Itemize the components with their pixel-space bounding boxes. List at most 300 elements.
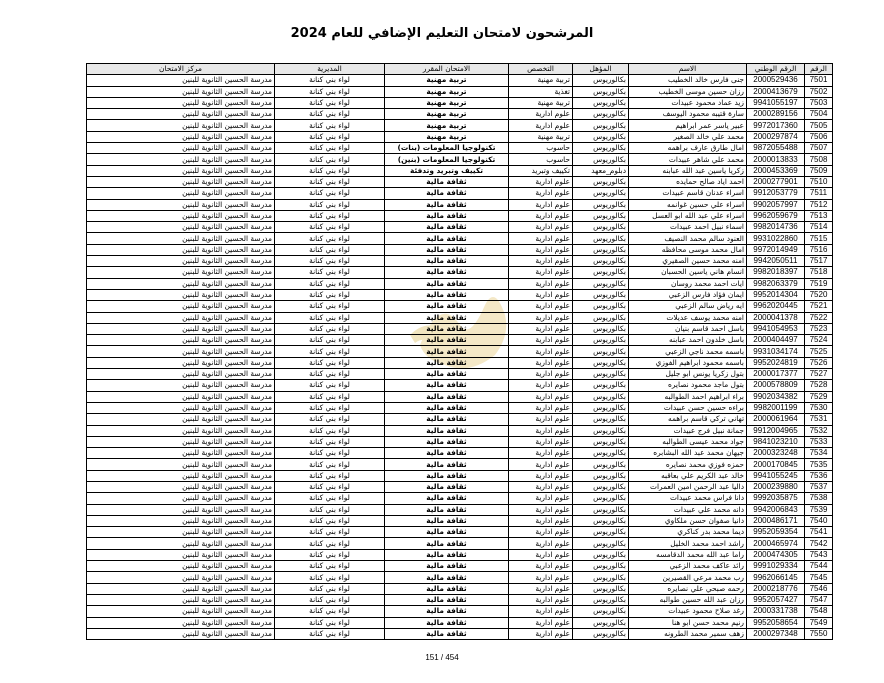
exam-center-cell: مدرسة الحسين الثانوية للبنين [87, 561, 275, 572]
specialization-cell: علوم ادارية [509, 380, 573, 391]
exam-center-cell: مدرسة الحسين الثانوية للبنين [87, 515, 275, 526]
national-id-cell: 9952024819 [747, 357, 805, 368]
directorate-cell: لواء بني كنانة [275, 402, 385, 413]
exam-cell: تكييف وتبريد وتدفئة [385, 165, 509, 176]
specialization-cell: علوم ادارية [509, 515, 573, 526]
table-row [87, 594, 833, 605]
serial-cell: 7534 [805, 448, 833, 459]
serial-cell: 7527 [805, 369, 833, 380]
specialization-cell: علوم ادارية [509, 323, 573, 334]
serial-cell: 7550 [805, 628, 833, 639]
exam-cell: ثقافة مالية [385, 549, 509, 560]
national-id-cell: 2000323248 [747, 448, 805, 459]
candidates-table [86, 63, 833, 640]
specialization-cell: علوم ادارية [509, 120, 573, 131]
exam-cell: ثقافة مالية [385, 481, 509, 492]
national-id-cell: 9942006843 [747, 504, 805, 515]
qualification-cell: بكالوريوس [573, 436, 629, 447]
directorate-cell: لواء بني كنانة [275, 594, 385, 605]
directorate-cell: لواء بني كنانة [275, 188, 385, 199]
exam-cell: ثقافة مالية [385, 222, 509, 233]
serial-cell: 7549 [805, 617, 833, 628]
directorate-cell: لواء بني كنانة [275, 335, 385, 346]
table-row [87, 628, 833, 639]
exam-cell: ثقافة مالية [385, 369, 509, 380]
qualification-cell: بكالوريوس [573, 606, 629, 617]
table-row [87, 357, 833, 368]
exam-center-cell: مدرسة الحسين الثانوية للبنين [87, 369, 275, 380]
serial-cell: 7526 [805, 357, 833, 368]
specialization-cell: علوم ادارية [509, 448, 573, 459]
table-row [87, 256, 833, 267]
exam-cell: ثقافة مالية [385, 301, 509, 312]
name-cell: سارة قتيبه محمود اليوسف [629, 109, 747, 120]
specialization-cell: تغذية [509, 86, 573, 97]
serial-cell: 7519 [805, 278, 833, 289]
specialization-cell: علوم ادارية [509, 561, 573, 572]
directorate-cell: لواء بني كنانة [275, 606, 385, 617]
specialization-cell: علوم ادارية [509, 301, 573, 312]
serial-cell: 7506 [805, 131, 833, 142]
exam-center-cell: مدرسة الحسين الثانوية للبنين [87, 267, 275, 278]
exam-center-cell: مدرسة الحسين الثانوية للبنين [87, 120, 275, 131]
name-cell: امنه محمد يوسف عديلات [629, 312, 747, 323]
serial-cell: 7504 [805, 109, 833, 120]
directorate-cell: لواء بني كنانة [275, 131, 385, 142]
name-cell: باسمه محمد ناجي الزعبي [629, 346, 747, 357]
specialization-cell: علوم ادارية [509, 402, 573, 413]
table-row [87, 481, 833, 492]
national-id-cell: 2000404497 [747, 335, 805, 346]
specialization-cell: علوم ادارية [509, 233, 573, 244]
exam-center-cell: مدرسة الحسين الثانوية للبنين [87, 481, 275, 492]
qualification-cell: بكالوريوس [573, 391, 629, 402]
national-id-cell: 2000013833 [747, 154, 805, 165]
name-cell: امال محمد موسى محافظه [629, 244, 747, 255]
exam-center-cell: مدرسة الحسين الثانوية للبنين [87, 75, 275, 86]
qualification-cell: بكالوريوس [573, 256, 629, 267]
qualification-cell: بكالوريوس [573, 357, 629, 368]
serial-cell: 7545 [805, 572, 833, 583]
table-row [87, 120, 833, 131]
name-cell: براء ابراهيم احمد الطوالبه [629, 391, 747, 402]
directorate-cell: لواء بني كنانة [275, 210, 385, 221]
table-row [87, 97, 833, 108]
table-row [87, 515, 833, 526]
directorate-cell: لواء بني كنانة [275, 199, 385, 210]
exam-cell: ثقافة مالية [385, 538, 509, 549]
name-cell: انسام هاني ياسين الحسبان [629, 267, 747, 278]
serial-cell: 7503 [805, 97, 833, 108]
header-cell: الرقم الوطني [747, 64, 805, 75]
directorate-cell: لواء بني كنانة [275, 617, 385, 628]
directorate-cell: لواء بني كنانة [275, 289, 385, 300]
national-id-cell: 9841023210 [747, 436, 805, 447]
header-cell: الامتحان المقرر [385, 64, 509, 75]
table-row [87, 561, 833, 572]
exam-cell: ثقافة مالية [385, 267, 509, 278]
serial-cell: 7543 [805, 549, 833, 560]
directorate-cell: لواء بني كنانة [275, 267, 385, 278]
specialization-cell: علوم ادارية [509, 594, 573, 605]
qualification-cell: بكالوريوس [573, 380, 629, 391]
national-id-cell: 9912053779 [747, 188, 805, 199]
national-id-cell: 9952059354 [747, 527, 805, 538]
specialization-cell: تربية مهنية [509, 75, 573, 86]
directorate-cell: لواء بني كنانة [275, 75, 385, 86]
name-cell: محمد علي شاهر عبيدات [629, 154, 747, 165]
specialization-cell: علوم ادارية [509, 188, 573, 199]
specialization-cell: علوم ادارية [509, 583, 573, 594]
specialization-cell: علوم ادارية [509, 538, 573, 549]
table-row [87, 504, 833, 515]
directorate-cell: لواء بني كنانة [275, 628, 385, 639]
name-cell: رنيم محمد حسن ابو هنا [629, 617, 747, 628]
specialization-cell: علوم ادارية [509, 176, 573, 187]
table-row [87, 222, 833, 233]
specialization-cell: علوم ادارية [509, 459, 573, 470]
name-cell: راما عبد الله محمد الدقامسه [629, 549, 747, 560]
exam-center-cell: مدرسة الحسين الثانوية للبنين [87, 594, 275, 605]
table-row [87, 380, 833, 391]
exam-cell: تربية مهنية [385, 97, 509, 108]
exam-center-cell: مدرسة الحسين الثانوية للبنين [87, 391, 275, 402]
exam-center-cell: مدرسة الحسين الثانوية للبنين [87, 289, 275, 300]
specialization-cell: علوم ادارية [509, 369, 573, 380]
exam-center-cell: مدرسة الحسين الثانوية للبنين [87, 436, 275, 447]
specialization-cell: علوم ادارية [509, 346, 573, 357]
national-id-cell: 2000529436 [747, 75, 805, 86]
directorate-cell: لواء بني كنانة [275, 154, 385, 165]
serial-cell: 7521 [805, 301, 833, 312]
national-id-cell: 9972017360 [747, 120, 805, 131]
specialization-cell: علوم ادارية [509, 199, 573, 210]
qualification-cell: بكالوريوس [573, 244, 629, 255]
exam-cell: تربية مهنية [385, 86, 509, 97]
table-header-row [87, 64, 833, 75]
specialization-cell: تربية مهنية [509, 97, 573, 108]
directorate-cell: لواء بني كنانة [275, 425, 385, 436]
exam-cell: ثقافة مالية [385, 594, 509, 605]
qualification-cell: بكالوريوس [573, 617, 629, 628]
national-id-cell: 9912004965 [747, 425, 805, 436]
name-cell: دانا فراس محمد عبيدات [629, 493, 747, 504]
exam-center-cell: مدرسة الحسين الثانوية للبنين [87, 301, 275, 312]
national-id-cell: 9982018397 [747, 267, 805, 278]
national-id-cell: 2000061964 [747, 414, 805, 425]
national-id-cell: 9952058654 [747, 617, 805, 628]
national-id-cell: 2000017377 [747, 369, 805, 380]
exam-center-cell: مدرسة الحسين الثانوية للبنين [87, 617, 275, 628]
directorate-cell: لواء بني كنانة [275, 86, 385, 97]
qualification-cell: بكالوريوس [573, 289, 629, 300]
exam-center-cell: مدرسة الحسين الثانوية للبنين [87, 459, 275, 470]
header-cell: التخصص [509, 64, 573, 75]
table-row [87, 527, 833, 538]
directorate-cell: لواء بني كنانة [275, 380, 385, 391]
exam-cell: ثقافة مالية [385, 459, 509, 470]
table-row [87, 448, 833, 459]
exam-cell: ثقافة مالية [385, 425, 509, 436]
exam-cell: ثقافة مالية [385, 210, 509, 221]
table-row [87, 470, 833, 481]
table-row [87, 312, 833, 323]
serial-cell: 7510 [805, 176, 833, 187]
national-id-cell: 9952057427 [747, 594, 805, 605]
exam-center-cell: مدرسة الحسين الثانوية للبنين [87, 97, 275, 108]
exam-center-cell: مدرسة الحسين الثانوية للبنين [87, 188, 275, 199]
serial-cell: 7522 [805, 312, 833, 323]
qualification-cell: بكالوريوس [573, 527, 629, 538]
name-cell: خالد عبد الكريم علي بعاقبه [629, 470, 747, 481]
serial-cell: 7547 [805, 594, 833, 605]
table-row [87, 131, 833, 142]
national-id-cell: 2000413679 [747, 86, 805, 97]
specialization-cell: علوم ادارية [509, 391, 573, 402]
exam-cell: ثقافة مالية [385, 256, 509, 267]
name-cell: حمزه فوزي محمد نصايره [629, 459, 747, 470]
table-row [87, 402, 833, 413]
exam-cell: تربية مهنية [385, 120, 509, 131]
qualification-cell: بكالوريوس [573, 504, 629, 515]
directorate-cell: لواء بني كنانة [275, 97, 385, 108]
name-cell: زكريا ياسين عبد الله عبابنه [629, 165, 747, 176]
exam-cell: ثقافة مالية [385, 199, 509, 210]
table-row [87, 154, 833, 165]
name-cell: داليا عبد الرحمن امين العمرات [629, 481, 747, 492]
exam-cell: ثقافة مالية [385, 176, 509, 187]
table-row [87, 210, 833, 221]
header-cell: الاسم [629, 64, 747, 75]
qualification-cell: دبلوم_معهد [573, 165, 629, 176]
specialization-cell: علوم ادارية [509, 267, 573, 278]
table-row [87, 538, 833, 549]
name-cell: بتول زكريا يونس ابو جليل [629, 369, 747, 380]
table-row [87, 572, 833, 583]
directorate-cell: لواء بني كنانة [275, 538, 385, 549]
qualification-cell: بكالوريوس [573, 515, 629, 526]
qualification-cell: بكالوريوس [573, 131, 629, 142]
exam-center-cell: مدرسة الحسين الثانوية للبنين [87, 346, 275, 357]
name-cell: بتول ماجد محمود نصايره [629, 380, 747, 391]
national-id-cell: 2000239880 [747, 481, 805, 492]
table-row [87, 289, 833, 300]
directorate-cell: لواء بني كنانة [275, 323, 385, 334]
exam-cell: ثقافة مالية [385, 188, 509, 199]
national-id-cell: 9952014304 [747, 289, 805, 300]
serial-cell: 7544 [805, 561, 833, 572]
qualification-cell: بكالوريوس [573, 154, 629, 165]
name-cell: العنود سالم محمد النصيف [629, 233, 747, 244]
qualification-cell: بكالوريوس [573, 199, 629, 210]
name-cell: جمانة نبيل فرج عبيدات [629, 425, 747, 436]
directorate-cell: لواء بني كنانة [275, 301, 385, 312]
qualification-cell: بكالوريوس [573, 572, 629, 583]
exam-center-cell: مدرسة الحسين الثانوية للبنين [87, 176, 275, 187]
exam-cell: ثقافة مالية [385, 380, 509, 391]
directorate-cell: لواء بني كنانة [275, 493, 385, 504]
national-id-cell: 2000453369 [747, 165, 805, 176]
table-row [87, 278, 833, 289]
exam-center-cell: مدرسة الحسين الثانوية للبنين [87, 504, 275, 515]
exam-cell: ثقافة مالية [385, 572, 509, 583]
exam-center-cell: مدرسة الحسين الثانوية للبنين [87, 583, 275, 594]
directorate-cell: لواء بني كنانة [275, 244, 385, 255]
table-row [87, 323, 833, 334]
exam-center-cell: مدرسة الحسين الثانوية للبنين [87, 86, 275, 97]
name-cell: رزان حسين موسى الخطيب [629, 86, 747, 97]
qualification-cell: بكالوريوس [573, 143, 629, 154]
national-id-cell: 2000277901 [747, 176, 805, 187]
exam-cell: ثقافة مالية [385, 448, 509, 459]
name-cell: دانه محمد علي عبيدات [629, 504, 747, 515]
national-id-cell: 9941054953 [747, 323, 805, 334]
directorate-cell: لواء بني كنانة [275, 357, 385, 368]
national-id-cell: 9931022860 [747, 233, 805, 244]
exam-center-cell: مدرسة الحسين الثانوية للبنين [87, 493, 275, 504]
serial-cell: 7535 [805, 459, 833, 470]
directorate-cell: لواء بني كنانة [275, 583, 385, 594]
specialization-cell: علوم ادارية [509, 210, 573, 221]
specialization-cell: علوم ادارية [509, 436, 573, 447]
exam-center-cell: مدرسة الحسين الثانوية للبنين [87, 402, 275, 413]
table-row [87, 583, 833, 594]
qualification-cell: بكالوريوس [573, 448, 629, 459]
exam-center-cell: مدرسة الحسين الثانوية للبنين [87, 256, 275, 267]
directorate-cell: لواء بني كنانة [275, 561, 385, 572]
serial-cell: 7516 [805, 244, 833, 255]
serial-cell: 7525 [805, 346, 833, 357]
national-id-cell: 9982014736 [747, 222, 805, 233]
directorate-cell: لواء بني كنانة [275, 120, 385, 131]
exam-cell: ثقافة مالية [385, 346, 509, 357]
national-id-cell: 9962066145 [747, 572, 805, 583]
table-row [87, 335, 833, 346]
table-row [87, 301, 833, 312]
table-row [87, 346, 833, 357]
qualification-cell: بكالوريوس [573, 233, 629, 244]
national-id-cell: 2000578809 [747, 380, 805, 391]
serial-cell: 7539 [805, 504, 833, 515]
serial-cell: 7508 [805, 154, 833, 165]
national-id-cell: 2000331738 [747, 606, 805, 617]
exam-cell: تربية مهنية [385, 109, 509, 120]
name-cell: ديما محمد بدر كناكري [629, 527, 747, 538]
name-cell: جيهان محمد عبد الله البشابره [629, 448, 747, 459]
table-row [87, 199, 833, 210]
directorate-cell: لواء بني كنانة [275, 165, 385, 176]
qualification-cell: بكالوريوس [573, 414, 629, 425]
qualification-cell: بكالوريوس [573, 210, 629, 221]
table-row [87, 165, 833, 176]
national-id-cell: 2000297348 [747, 628, 805, 639]
specialization-cell: علوم ادارية [509, 527, 573, 538]
name-cell: زيد عماد محمود عبيدات [629, 97, 747, 108]
exam-center-cell: مدرسة الحسين الثانوية للبنين [87, 606, 275, 617]
directorate-cell: لواء بني كنانة [275, 436, 385, 447]
serial-cell: 7548 [805, 606, 833, 617]
page-indicator: 151 / 454 [425, 653, 459, 662]
exam-center-cell: مدرسة الحسين الثانوية للبنين [87, 572, 275, 583]
exam-center-cell: مدرسة الحسين الثانوية للبنين [87, 527, 275, 538]
page-title: المرشحون لامتحان التعليم الإضافي للعام 2024 [290, 26, 594, 41]
table-row [87, 425, 833, 436]
exam-cell: ثقافة مالية [385, 436, 509, 447]
specialization-cell: علوم ادارية [509, 312, 573, 323]
serial-cell: 7502 [805, 86, 833, 97]
specialization-cell: حاسوب [509, 154, 573, 165]
directorate-cell: لواء بني كنانة [275, 312, 385, 323]
qualification-cell: بكالوريوس [573, 120, 629, 131]
exam-cell: ثقافة مالية [385, 414, 509, 425]
name-cell: محمد علي خالد الصغير [629, 131, 747, 142]
directorate-cell: لواء بني كنانة [275, 515, 385, 526]
serial-cell: 7531 [805, 414, 833, 425]
exam-center-cell: مدرسة الحسين الثانوية للبنين [87, 154, 275, 165]
table-row [87, 244, 833, 255]
exam-cell: ثقافة مالية [385, 335, 509, 346]
exam-cell: ثقافة مالية [385, 617, 509, 628]
specialization-cell: علوم ادارية [509, 470, 573, 481]
specialization-cell: علوم ادارية [509, 256, 573, 267]
table-row [87, 233, 833, 244]
national-id-cell: 2000289156 [747, 109, 805, 120]
table-row [87, 176, 833, 187]
directorate-cell: لواء بني كنانة [275, 414, 385, 425]
exam-cell: ثقافة مالية [385, 606, 509, 617]
exam-center-cell: مدرسة الحسين الثانوية للبنين [87, 538, 275, 549]
name-cell: امنه محمد حسين الصقيري [629, 256, 747, 267]
serial-cell: 7524 [805, 335, 833, 346]
qualification-cell: بكالوريوس [573, 459, 629, 470]
qualification-cell: بكالوريوس [573, 222, 629, 233]
specialization-cell: علوم ادارية [509, 504, 573, 515]
serial-cell: 7513 [805, 210, 833, 221]
serial-cell: 7517 [805, 256, 833, 267]
national-id-cell: 9931034174 [747, 346, 805, 357]
directorate-cell: لواء بني كنانة [275, 176, 385, 187]
exam-cell: ثقافة مالية [385, 561, 509, 572]
header-cell: المديرية [275, 64, 385, 75]
specialization-cell: علوم ادارية [509, 493, 573, 504]
national-id-cell: 9992035875 [747, 493, 805, 504]
national-id-cell: 9982001199 [747, 402, 805, 413]
directorate-cell: لواء بني كنانة [275, 233, 385, 244]
national-id-cell: 9941055197 [747, 97, 805, 108]
qualification-cell: بكالوريوس [573, 402, 629, 413]
specialization-cell: علوم ادارية [509, 549, 573, 560]
qualification-cell: بكالوريوس [573, 561, 629, 572]
national-id-cell: 9902057997 [747, 199, 805, 210]
directorate-cell: لواء بني كنانة [275, 527, 385, 538]
exam-center-cell: مدرسة الحسين الثانوية للبنين [87, 278, 275, 289]
header-cell: مركز الامتحان [87, 64, 275, 75]
exam-center-cell: مدرسة الحسين الثانوية للبنين [87, 233, 275, 244]
serial-cell: 7515 [805, 233, 833, 244]
directorate-cell: لواء بني كنانة [275, 109, 385, 120]
serial-cell: 7546 [805, 583, 833, 594]
directorate-cell: لواء بني كنانة [275, 481, 385, 492]
qualification-cell: بكالوريوس [573, 538, 629, 549]
exam-center-cell: مدرسة الحسين الثانوية للبنين [87, 448, 275, 459]
specialization-cell: علوم ادارية [509, 109, 573, 120]
exam-center-cell: مدرسة الحسين الثانوية للبنين [87, 414, 275, 425]
name-cell: باسل خلدون احمد عبابنه [629, 335, 747, 346]
specialization-cell: علوم ادارية [509, 414, 573, 425]
exam-cell: ثقافة مالية [385, 233, 509, 244]
exam-cell: ثقافة مالية [385, 402, 509, 413]
specialization-cell: علوم ادارية [509, 278, 573, 289]
